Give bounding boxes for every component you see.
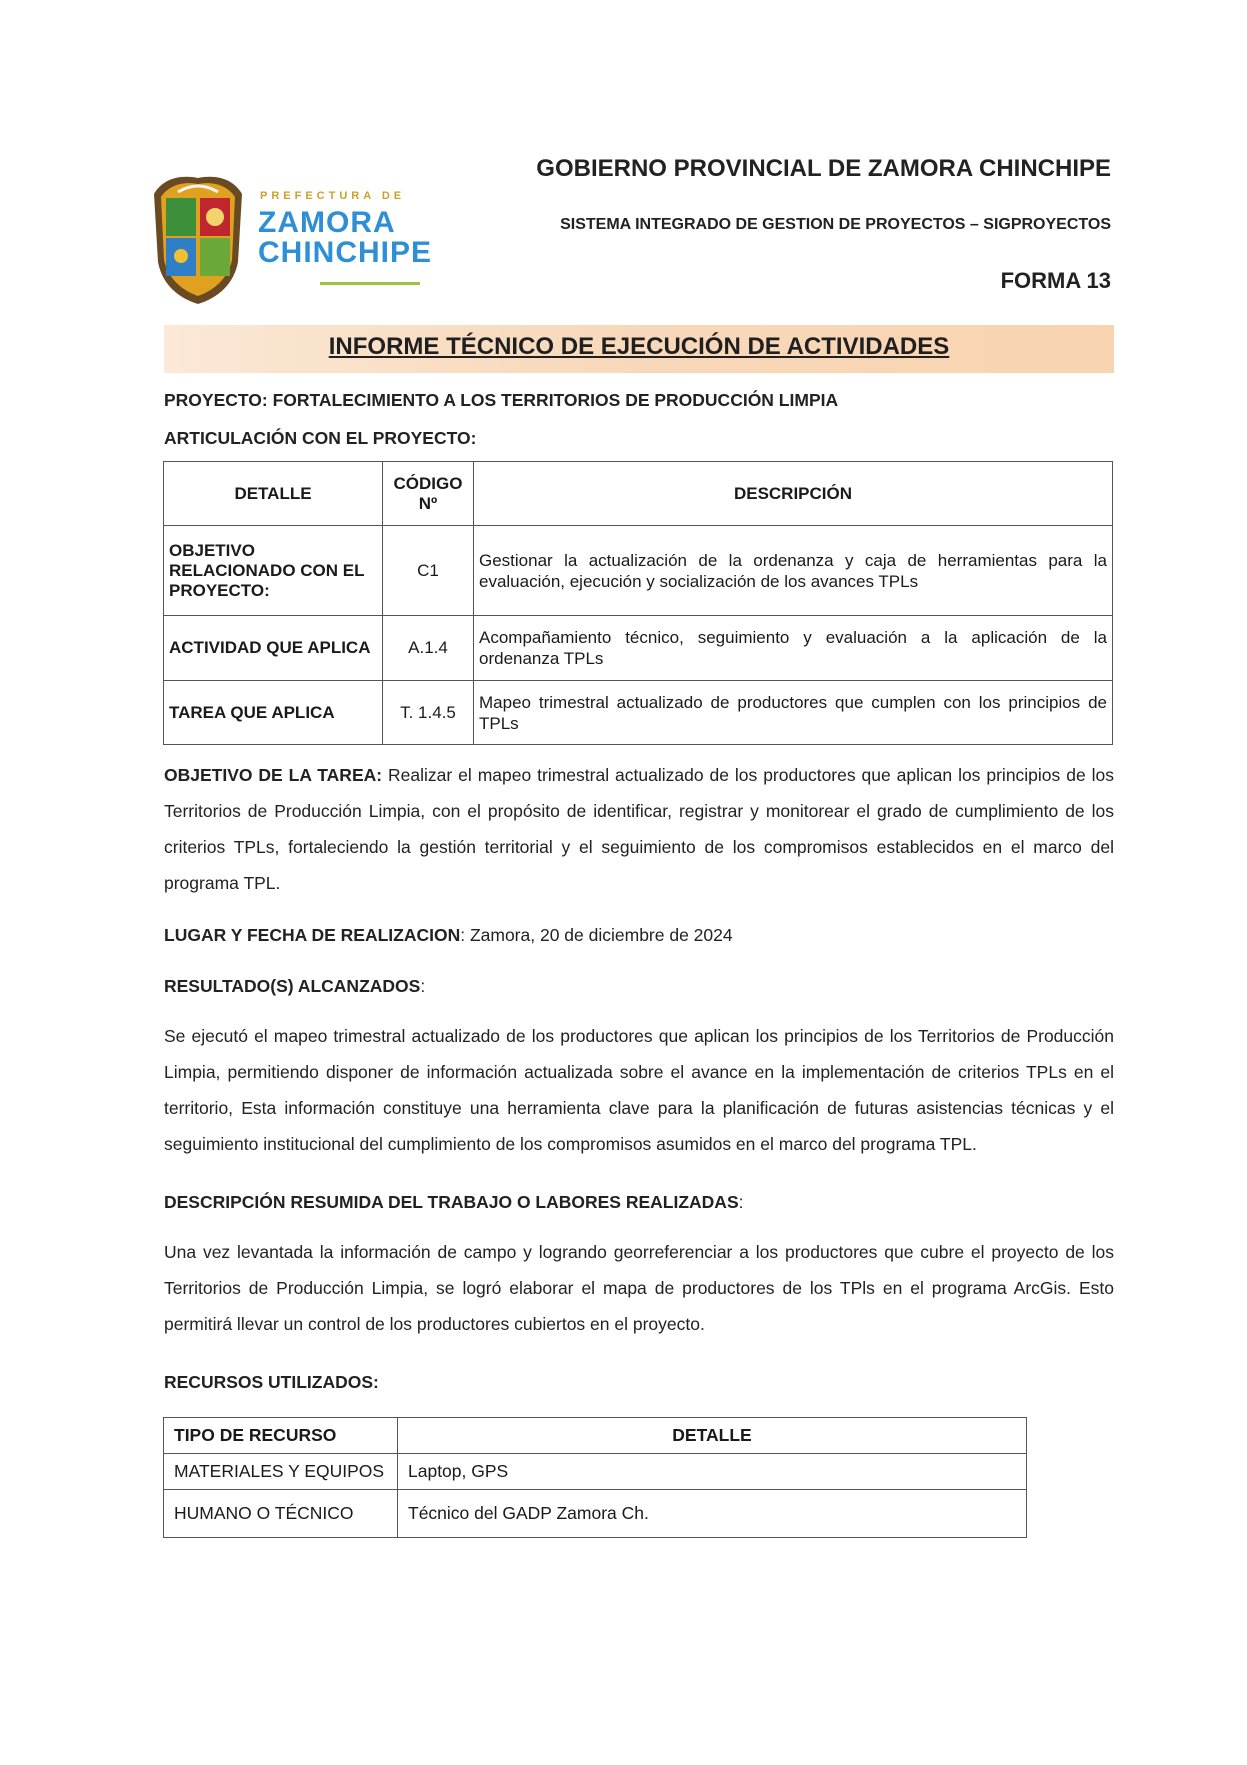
detail-cell: OBJETIVO RELACIONADO CON EL PROYECTO:: [164, 526, 383, 616]
resource-detail-cell: Laptop, GPS: [398, 1454, 1027, 1490]
prefectura-logo: [148, 172, 448, 312]
header-cell: TIPO DE RECURSO: [164, 1418, 398, 1454]
logo-prefix: PREFECTURA DE: [260, 190, 406, 202]
resource-type-cell: MATERIALES Y EQUIPOS: [164, 1454, 398, 1490]
project-label: PROYECTO:: [164, 390, 268, 410]
form-number: FORMA 13: [1000, 268, 1111, 293]
header-cell: DETALLE: [398, 1418, 1027, 1454]
resource-type-cell: HUMANO O TÉCNICO: [164, 1490, 398, 1538]
table-header-row: [164, 1418, 1027, 1454]
table-header-row: [164, 462, 1113, 526]
detail-cell: ACTIVIDAD QUE APLICA: [164, 616, 383, 681]
code-cell: C1: [383, 526, 474, 616]
header-cell: DETALLE: [164, 462, 383, 526]
resources-label: RECURSOS UTILIZADOS:: [164, 1372, 379, 1392]
table-row: [164, 1490, 1027, 1538]
report-title-banner: [164, 325, 1114, 373]
place-date-text: Zamora, 20 de diciembre de 2024: [469, 925, 733, 945]
header-cell: CÓDIGO Nº: [383, 462, 474, 526]
task-objective-paragraph: [164, 757, 1114, 901]
detail-cell: TAREA QUE APLICA: [164, 681, 383, 745]
resources-table: [163, 1417, 1027, 1538]
government-title: GOBIERNO PROVINCIAL DE ZAMORA CHINCHIPE: [536, 155, 1111, 182]
place-date-line: LUGAR Y FECHA DE REALIZACION: Zamora, 20 de diciembre de 2024: [164, 925, 733, 945]
articulation-label: ARTICULACIÓN CON EL PROYECTO:: [164, 428, 477, 448]
system-subtitle: SISTEMA INTEGRADO DE GESTION DE PROYECTOS – SIGPROYECTOS: [560, 216, 1111, 233]
code-cell: A.1.4: [383, 616, 474, 681]
description-cell: Mapeo trimestral actualizado de productores que cumplen con los principios de TPLs: [474, 681, 1113, 745]
results-heading: RESULTADO(S) ALCANZADOS:: [164, 976, 426, 996]
place-date-label: LUGAR Y FECHA DE REALIZACION: [164, 925, 461, 945]
table-row: [164, 1454, 1027, 1490]
project-line: [164, 390, 838, 411]
description-cell: Gestionar la actualización de la ordenanza y caja de herramientas para la evaluación, ejecución y socialización de los avances TPLs: [474, 526, 1113, 616]
results-paragraph: Se ejecutó el mapeo trimestral actualizado de los productores que aplican los principios de los Territorios de Producción Limpia, permitiendo disponer de información actualizada sobre el avance en la implementación de criterios TPLs en el territorio, Esta información constituye una herramienta clave para la planificación de futuras asistencias técnicas y el seguimiento institucional del cumplimiento de los compromisos asumidos en el marco del programa TPL.: [164, 1026, 1114, 1154]
logo-underline: [320, 282, 420, 285]
resource-detail-cell: Técnico del GADP Zamora Ch.: [398, 1490, 1027, 1538]
table-row: [164, 616, 1113, 681]
code-cell: T. 1.4.5: [383, 681, 474, 745]
project-value: FORTALECIMIENTO A LOS TERRITORIOS DE PRODUCCIÓN LIMPIA: [272, 390, 839, 410]
work-description-heading: DESCRIPCIÓN RESUMIDA DEL TRABAJO O LABORES REALIZADAS:: [164, 1192, 744, 1212]
articulation-table: [163, 461, 1113, 745]
work-description-label: DESCRIPCIÓN RESUMIDA DEL TRABAJO O LABORES REALIZADAS: [164, 1192, 739, 1212]
report-title: INFORME TÉCNICO DE EJECUCIÓN DE ACTIVIDADES: [328, 333, 950, 360]
task-objective-label: OBJETIVO DE LA TAREA:: [164, 765, 383, 785]
table-row: [164, 526, 1113, 616]
logo-brand-line1: ZAMORA: [258, 206, 396, 239]
logo-brand-line2: CHINCHIPE: [258, 236, 433, 269]
work-description-paragraph: Una vez levantada la información de campo y logrando georreferenciar a los productores que cubre el proyecto de los Territorios de Producción Limpia, se logró elaborar el mapa de productores de los TPls en el programa ArcGis. Esto permitirá llevar un control de los productores cubiertos en el proyecto.: [164, 1242, 1114, 1334]
header-cell: DESCRIPCIÓN: [474, 462, 1113, 526]
table-row: [164, 681, 1113, 745]
description-cell: Acompañamiento técnico, seguimiento y evaluación a la aplicación de la ordenanza TPLs: [474, 616, 1113, 681]
task-objective-text: Realizar el mapeo trimestral actualizado de los productores que aplican los principios de los Territorios de Producción Limpia, con el propósito de identificar, registrar y monitorear el grado de cumplimiento de los criterios TPLs, fortaleciendo la gestión territorial y el seguimiento de los compromisos establecidos en el marco del programa TPL.: [164, 765, 1114, 893]
results-label: RESULTADO(S) ALCANZADOS: [164, 976, 421, 996]
coat-of-arms-icon: [148, 172, 248, 308]
